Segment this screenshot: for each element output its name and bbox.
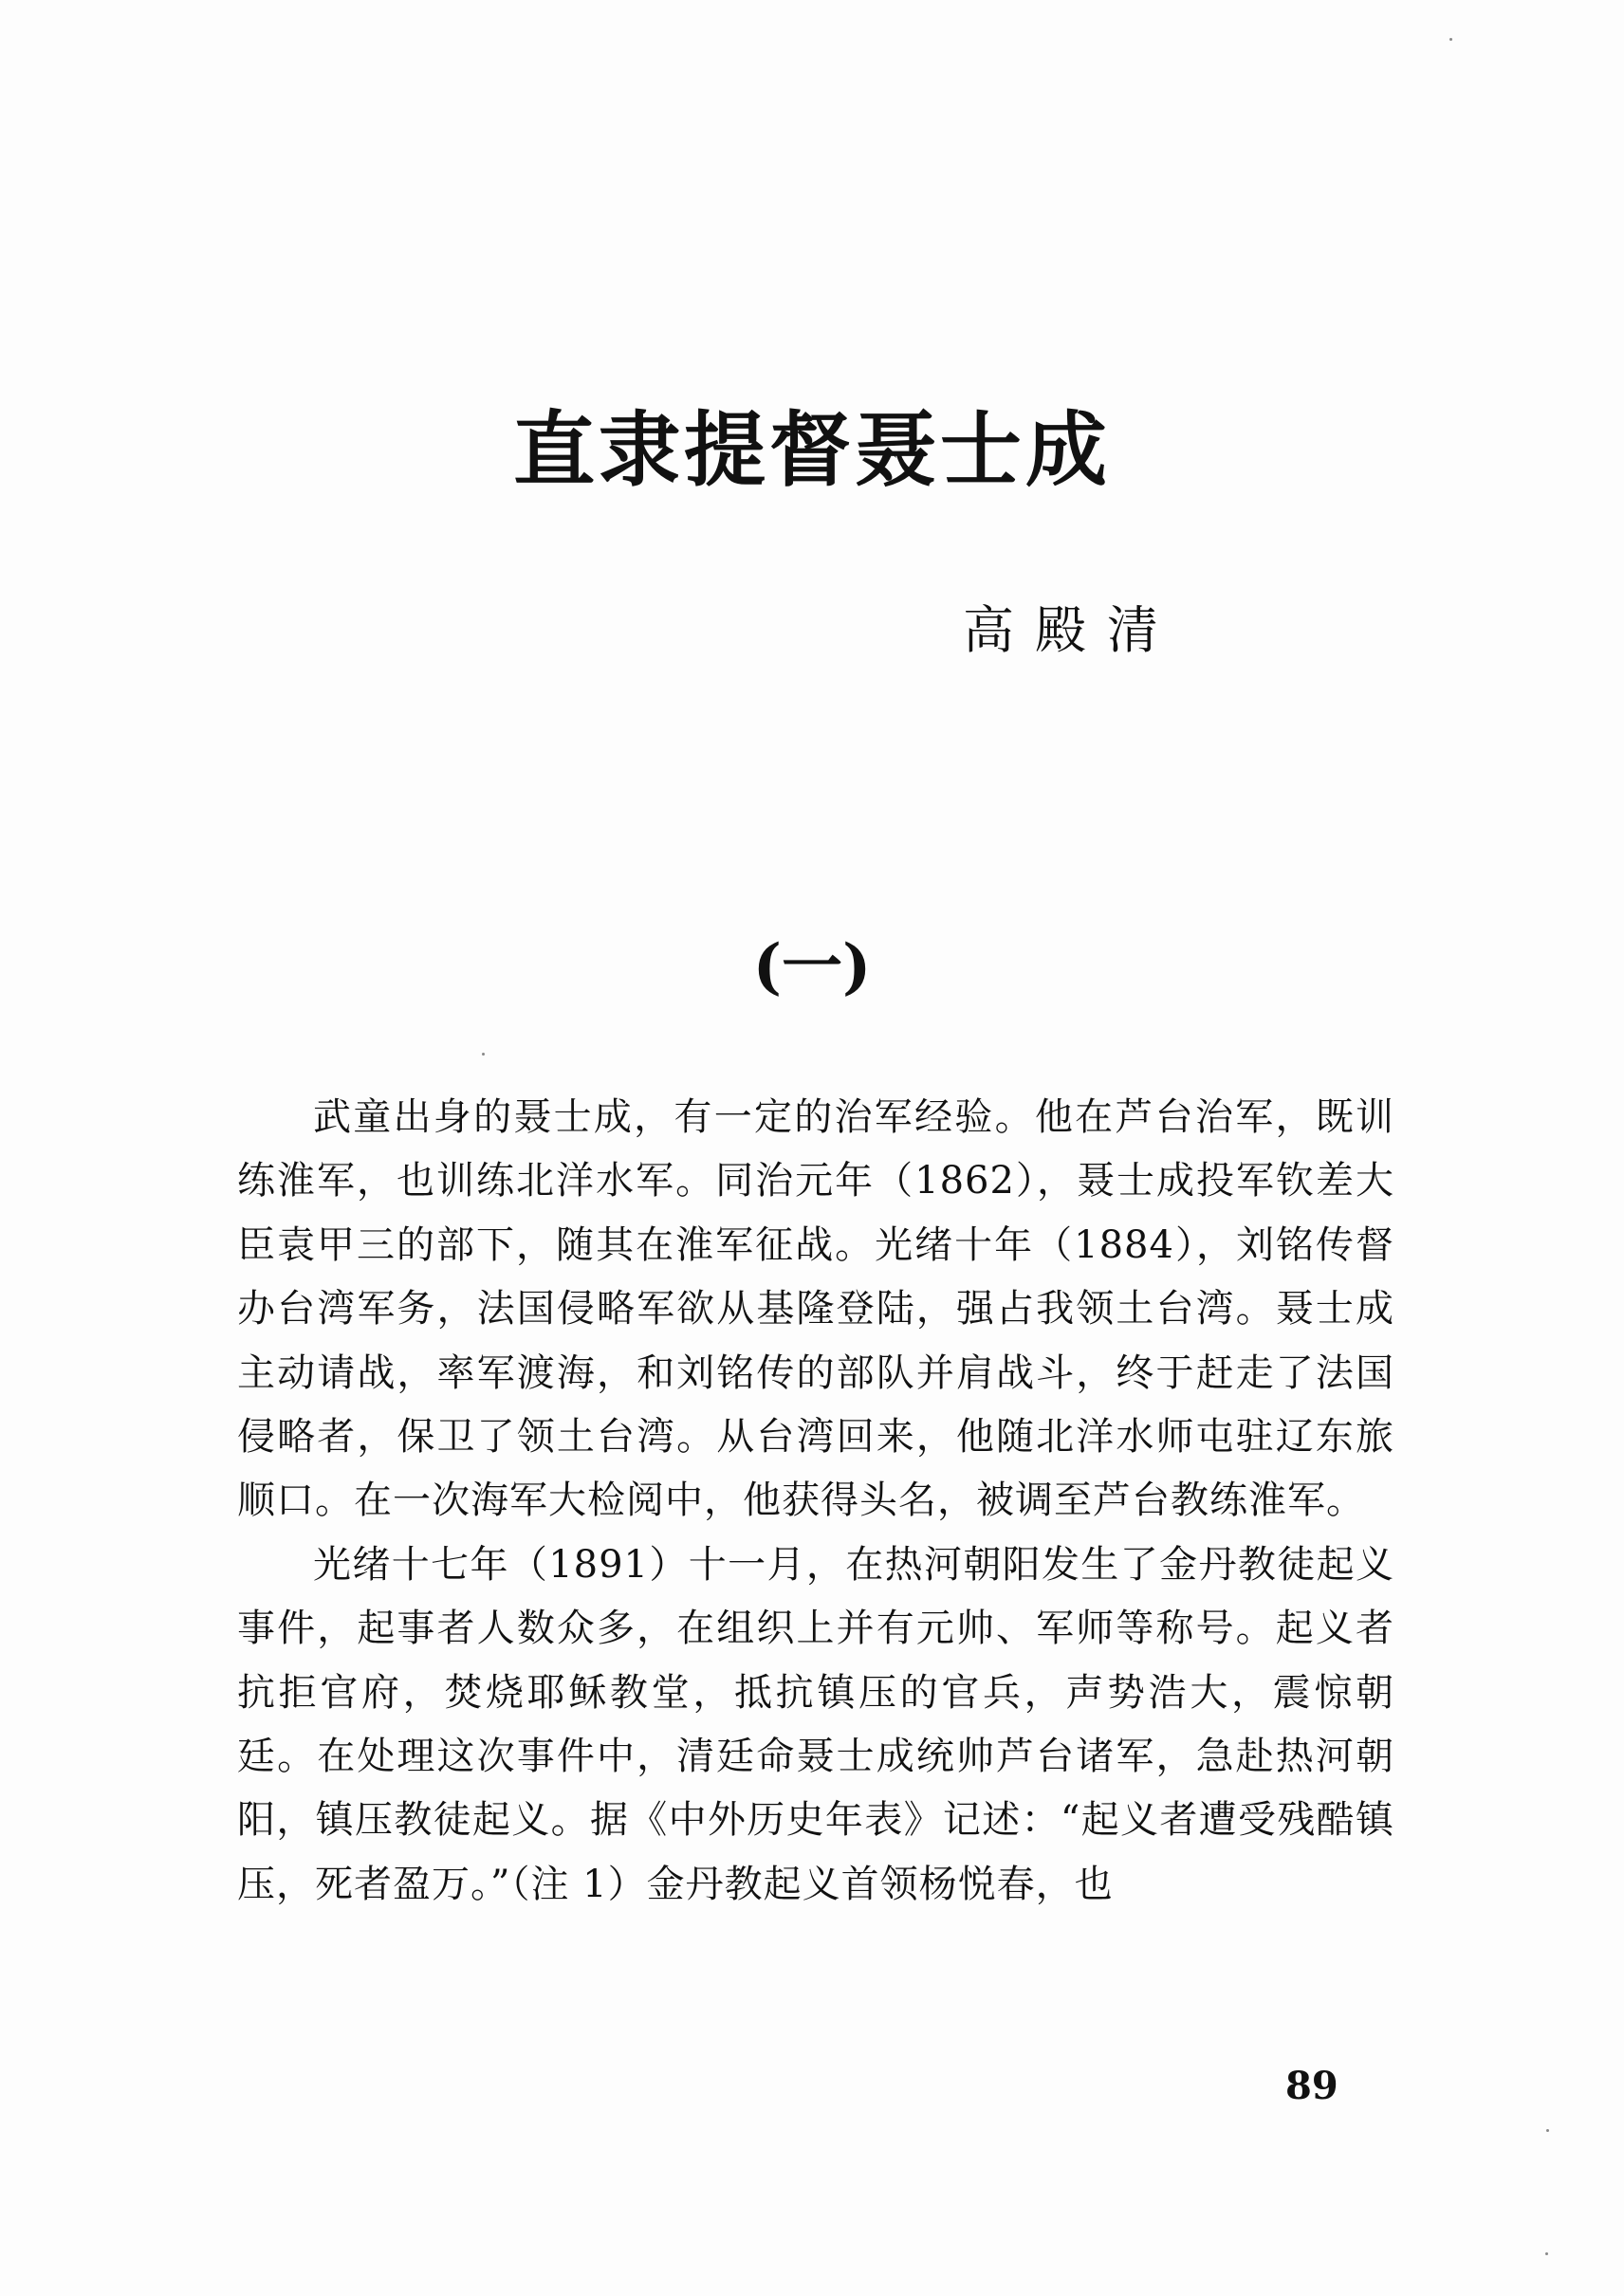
scan-speck	[1545, 2252, 1548, 2255]
article-title: 直隶提督聂士成	[513, 402, 1111, 498]
page-number: 89	[1285, 2064, 1338, 2108]
paragraph: 光绪十七年（1891）十一月，在热河朝阳发生了金丹教徒起义事件，起事者人数众多，在组织上并有元帅、军师等称号。起义者抗拒官府，焚烧耶稣教堂，抵抗镇压的官兵，声势浩大，震惊朝廷。在处理这次事件中，清廷命聂士成统帅芦台诸军，急赴热河朝阳，镇压教徒起义。据《中外历史年表》记述：“起义者遭受残酷镇压，死者盈万。”（注 1）金丹教起义首领杨悦春，也	[237, 1542, 1394, 1906]
scan-speck	[482, 1053, 485, 1056]
paragraph: 武童出身的聂士成，有一定的治军经验。他在芦台治军，既训练淮军，也训练北洋水军。同治元年（1862），聂士成投军钦差大臣袁甲三的部下，随其在淮军征战。光绪十年（1884），刘铭传督办台湾军务，法国侵略军欲从基隆登陆，强占我领土台湾。聂士成主动请战，率军渡海，和刘铭传的部队并肩战斗，终于赶走了法国侵略者，保卫了领土台湾。从台湾回来，他随北洋水师屯驻辽东旅顺口。在一次海军大检阅中，他获得头名，被调至芦台教练淮军。	[237, 1095, 1394, 1523]
section-heading: (一)	[752, 931, 872, 1002]
article-body	[237, 1086, 1394, 1917]
scan-speck	[1546, 2129, 1549, 2132]
author-name: 高殿清	[963, 600, 1179, 660]
scan-speck	[1449, 38, 1452, 41]
